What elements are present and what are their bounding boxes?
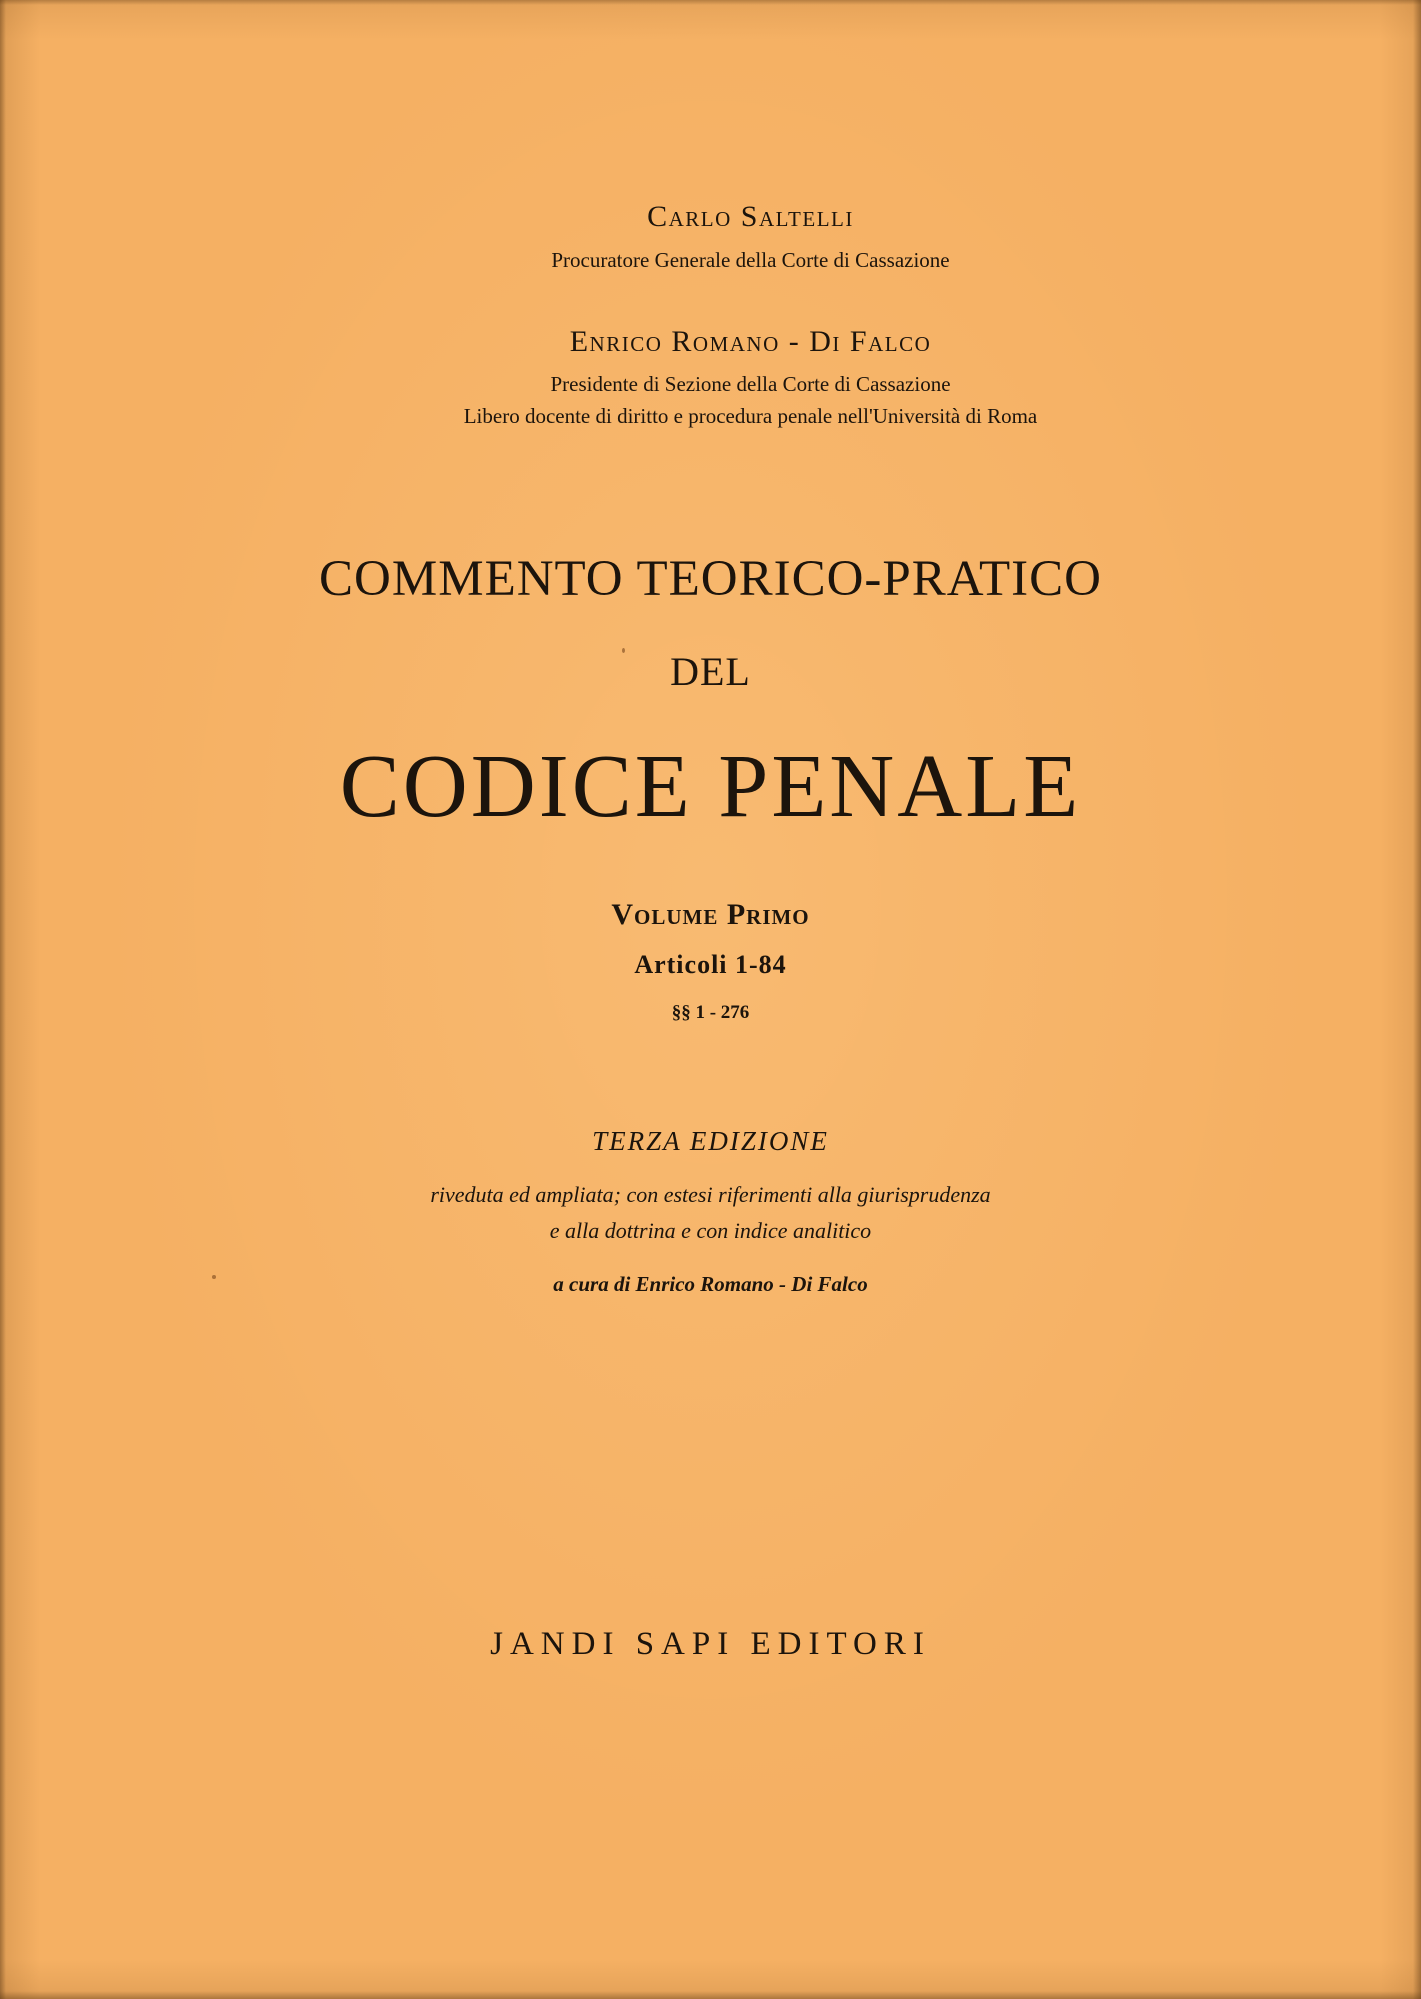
author-name-1: Carlo Saltelli xyxy=(647,200,854,233)
main-title: CODICE PENALE xyxy=(339,737,1082,836)
title-line-1: COMMENTO TEORICO-PRATICO xyxy=(319,551,1102,607)
author-role-2b: Libero docente di diritto e procedura penale nell'Università di Roma xyxy=(463,404,1038,428)
title-line-2: DEL xyxy=(670,649,751,694)
articles-range: Articoli 1-84 xyxy=(634,950,787,979)
cover-edge-bottom xyxy=(0,1991,1421,1999)
edition-description-2: e alla dottrina e con indice analitico xyxy=(549,1218,872,1243)
cover-edge-right xyxy=(1413,0,1421,1999)
edition-curator: a cura di Enrico Romano - Di Falco xyxy=(553,1272,868,1296)
cover-edge-top xyxy=(0,0,1421,5)
edition-label: TERZA EDIZIONE xyxy=(592,1126,829,1156)
author-role-2a: Presidente di Sezione della Corte di Cassazione xyxy=(550,372,951,396)
sections-range: §§ 1 - 276 xyxy=(671,1002,750,1023)
cover-edge-left xyxy=(0,0,6,1999)
edition-description-1: riveduta ed ampliata; con estesi riferimenti alla giurisprudenza xyxy=(430,1182,991,1207)
author-name-2: Enrico Romano - Di Falco xyxy=(569,325,932,358)
author-role-1: Procuratore Generale della Corte di Cassazione xyxy=(551,248,950,272)
publisher-name: JANDI SAPI EDITORI xyxy=(490,1626,931,1662)
volume-label: Volume Primo xyxy=(611,898,810,931)
